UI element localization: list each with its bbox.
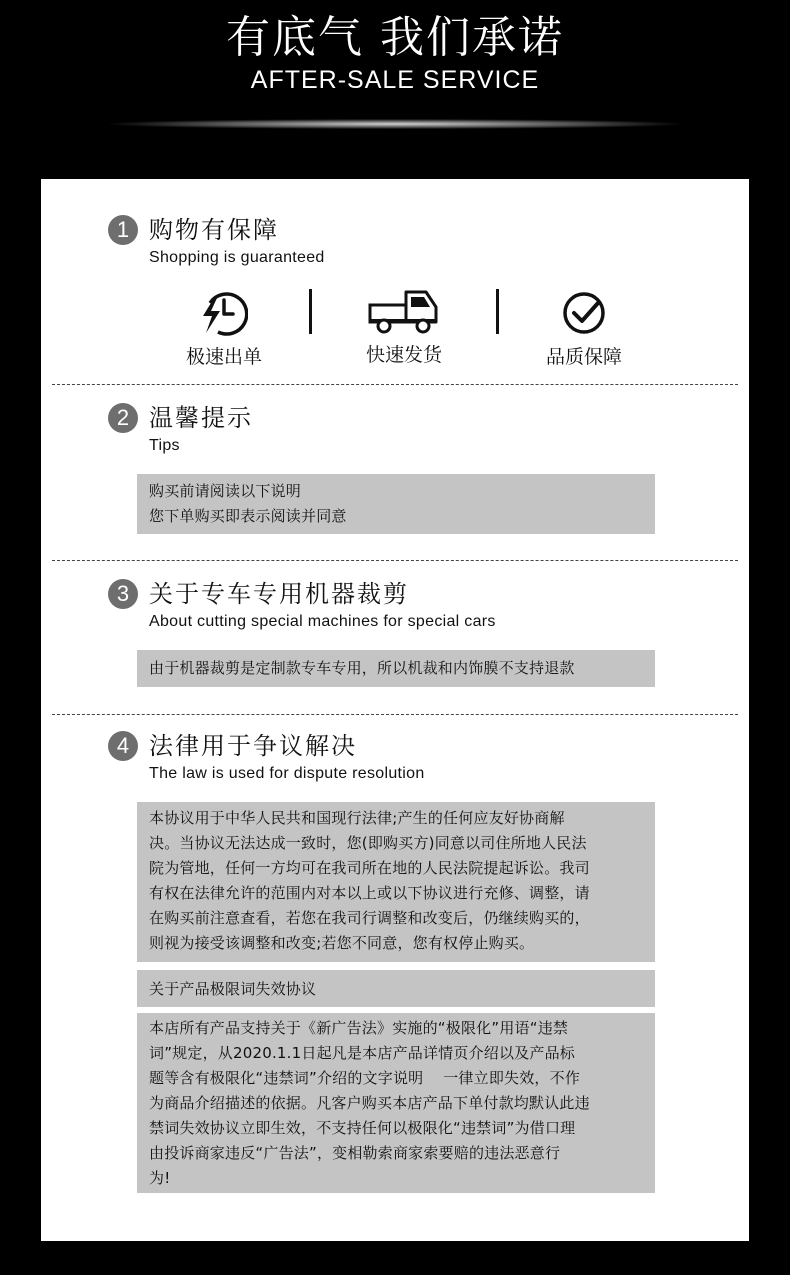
delivery-truck-icon	[368, 289, 440, 335]
cutting-notice-text: 由于机器裁剪是定制款专车专用，所以机裁和内饰膜不支持退款	[149, 659, 575, 677]
lightning-clock-icon	[200, 289, 248, 337]
section-title: 购物有保障	[149, 216, 279, 244]
extreme-words-agreement-text: 本店所有产品支持关于《新广告法》实施的“极限化”用语“违禁 词”规定，从2020.1.1日起凡是本店产品详情页介绍以及产品标 题等含有极限化“违禁词”介绍的文字说明 一律立即失效，不作 为商品介绍描述的依据。凡客户购买本店产品下单付款均默认此违 禁词失效协议立即生效，不支持任何以极限化“违禁词”为借口理 由投诉商家违反“广告法”，变相勒索商家索要赔的违法恶意行 为!	[149, 1019, 590, 1187]
page-subtitle: AFTER-SALE SERVICE	[250, 66, 540, 94]
extreme-words-heading-box	[137, 970, 655, 1007]
section-title: 法律用于争议解决	[149, 732, 357, 760]
header-glow-divider	[110, 119, 680, 129]
section-number-badge: 3	[108, 579, 138, 609]
feature-label: 品质保障	[545, 346, 622, 368]
page-title: 有底气 我们承诺	[226, 12, 564, 63]
feature-quality-guarantee	[504, 289, 664, 369]
section-title: 温馨提示	[149, 404, 253, 432]
feature-label: 极速出单	[185, 346, 262, 368]
check-circle-icon	[560, 289, 608, 337]
section-number-badge: 2	[108, 403, 138, 433]
section-number-badge: 1	[108, 215, 138, 245]
section-subtitle: About cutting special machines for special cars	[149, 613, 496, 630]
tips-text: 购买前请阅读以下说明 您下单购买即表示阅读并同意	[149, 482, 347, 525]
content-card	[41, 179, 749, 1241]
section-divider	[52, 560, 738, 561]
extreme-words-heading: 关于产品极限词失效协议	[149, 980, 317, 998]
law-agreement-text: 本协议用于中华人民共和国现行法律;产生的任何应友好协商解 决。当协议无法达成一致时，您(即购买方)同意以司住所地人民法 院为管地，任何一方均可在我司所在地的人民法院提起诉讼。我司 有权在法律允许的范围内对本以上或以下协议进行充修、调整，请 在购买前注意查看，若您在我司行调整和改变后，仍继续购买的， 则视为接受该调整和改变;若您不同意，您有权停止购买。	[149, 809, 590, 952]
section-subtitle: The law is used for dispute resolution	[149, 765, 425, 782]
feature-fast-shipping	[324, 289, 484, 367]
section-divider	[52, 384, 738, 385]
section-divider	[52, 714, 738, 715]
section-title: 关于专车专用机器裁剪	[149, 580, 409, 608]
cutting-notice-box	[137, 650, 655, 687]
section-subtitle: Tips	[149, 437, 180, 454]
section-subtitle: Shopping is guaranteed	[149, 249, 325, 266]
feature-separator	[496, 289, 499, 334]
feature-separator	[309, 289, 312, 334]
feature-label: 快速发货	[365, 344, 442, 366]
feature-fast-order	[144, 289, 304, 369]
extreme-words-agreement-box	[137, 1013, 655, 1193]
section-number-badge: 4	[108, 731, 138, 761]
tips-box	[137, 474, 655, 534]
law-agreement-box	[137, 802, 655, 962]
